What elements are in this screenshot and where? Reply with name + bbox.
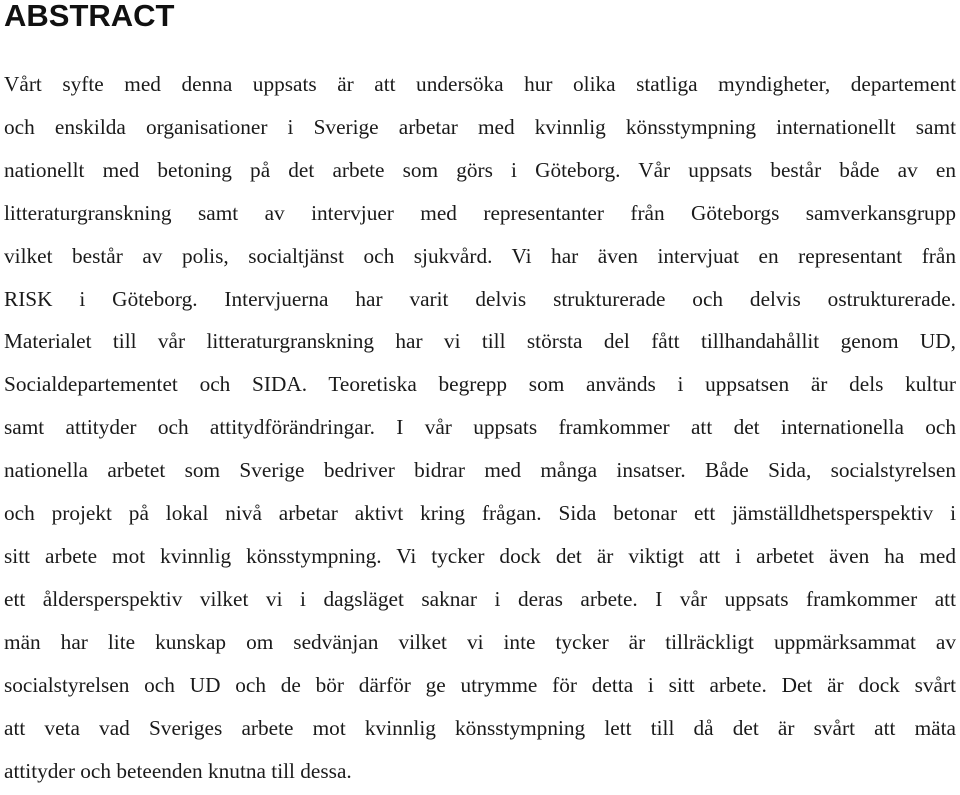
abstract-line: Vårt syfte med denna uppsats är att undersöka hur olika statliga myndigheter, departement — [4, 72, 956, 96]
abstract-line: män har lite kunskap om sedvänjan vilket vi inte tycker är tillräckligt uppmärksammat av — [4, 629, 956, 654]
abstract-line: att veta vad Sveriges arbete mot kvinnlig könsstympning lett till då det är svårt att mäta — [4, 715, 956, 740]
abstract-line: Materialet till vår litteraturgranskning har vi till största del fått tillhandahållit genom UD, — [4, 329, 956, 354]
abstract-heading: ABSTRACT — [4, 0, 175, 33]
abstract-line: socialstyrelsen och UD och de bör därför ge utrymme för detta i sitt arbete. Det är dock svårt — [4, 672, 956, 697]
abstract-line: Socialdepartementet och SIDA. Teoretiska begrepp som används i uppsatsen är dels kultur — [4, 372, 956, 397]
abstract-line: nationellt med betoning på det arbete som görs i Göteborg. Vår uppsats består både av en — [4, 157, 956, 182]
abstract-line: nationella arbetet som Sverige bedriver bidrar med många insatser. Både Sida, socialstyrelsen — [4, 458, 956, 483]
abstract-line: sitt arbete mot kvinnlig könsstympning. Vi tycker dock det är viktigt att i arbetet även ha med — [4, 543, 956, 568]
abstract-body — [4, 63, 956, 792]
abstract-line: vilket består av polis, socialtjänst och sjukvård. Vi har även intervjuat en representant från — [4, 243, 956, 268]
abstract-line: och projekt på lokal nivå arbetar aktivt kring frågan. Sida betonar ett jämställdhetsperspektiv i — [4, 501, 956, 526]
abstract-line: attityder och beteenden knutna till dessa. — [4, 758, 352, 783]
abstract-line: samt attityder och attitydförändringar. I vår uppsats framkommer att det internationella och — [4, 415, 956, 440]
abstract-line: ett åldersperspektiv vilket vi i dagsläget saknar i deras arbete. I vår uppsats framkommer att — [4, 586, 956, 611]
abstract-line: litteraturgranskning samt av intervjuer med representanter från Göteborgs samverkansgrupp — [4, 200, 956, 225]
abstract-line: och enskilda organisationer i Sverige arbetar med kvinnlig könsstympning internationellt samt — [4, 114, 956, 139]
abstract-line: RISK i Göteborg. Intervjuerna har varit delvis strukturerade och delvis ostrukturerade. — [4, 286, 956, 311]
